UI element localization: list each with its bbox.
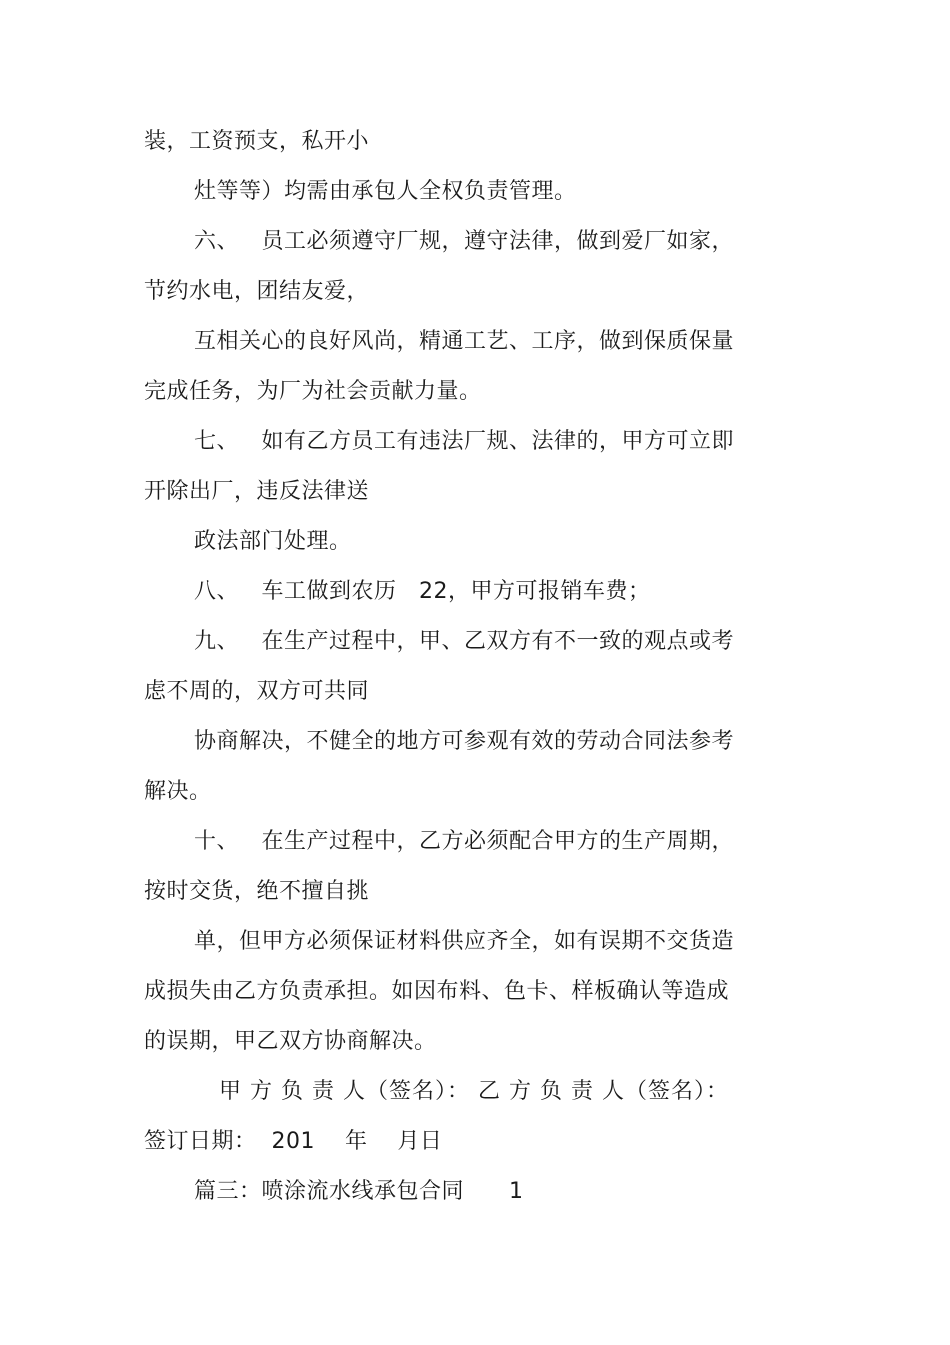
clause-seven: 七、 如有乙方员工有违法厂规、法律的，甲方可立即 — [194, 429, 734, 454]
text-line: 虑不周的，双方可共同 — [144, 679, 370, 704]
clause-eight: 八、 车工做到农历 22，甲方可报销车费； — [194, 579, 651, 604]
text-line: 协商解决，不健全的地方可参观有效的劳动合同法参考 — [194, 729, 735, 754]
signature-line: 甲 方 负 责 人（签名）： 乙 方 负 责 人（签名）： — [219, 1079, 729, 1104]
clause-six: 六、 员工必须遵守厂规，遵守法律，做到爱厂如家， — [194, 229, 734, 254]
text-line: 互相关心的良好风尚，精通工艺、工序，做到保质保量 — [194, 329, 735, 354]
text-line: 的误期，甲乙双方协商解决。 — [144, 1029, 437, 1054]
text-line: 成损失由乙方负责承担。如因布料、色卡、样板确认等造成 — [144, 979, 730, 1004]
text-line: 单，但甲方必须保证材料供应齐全，如有误期不交货造 — [194, 929, 735, 954]
text-line: 按时交货，绝不擅自挑 — [144, 879, 370, 904]
clause-ten: 十、 在生产过程中，乙方必须配合甲方的生产周期， — [194, 829, 734, 854]
text-line: 节约水电，团结友爱， — [144, 279, 370, 304]
text-line: 开除出厂，违反法律送 — [144, 479, 370, 504]
sign-date-line: 签订日期： 201 年 月日 — [144, 1129, 443, 1154]
text-line: 完成任务，为厂为社会贡献力量。 — [144, 379, 482, 404]
text-line: 解决。 — [144, 779, 212, 804]
text-line: 政法部门处理。 — [194, 529, 352, 554]
text-line: 装，工资预支，私开小 — [144, 129, 370, 154]
clause-nine: 九、 在生产过程中，甲、乙双方有不一致的观点或考 — [194, 629, 734, 654]
text-line: 灶等等）均需由承包人全权负责管理。 — [194, 179, 577, 204]
section-heading: 篇三：喷涂流水线承包合同 1 — [194, 1179, 524, 1204]
